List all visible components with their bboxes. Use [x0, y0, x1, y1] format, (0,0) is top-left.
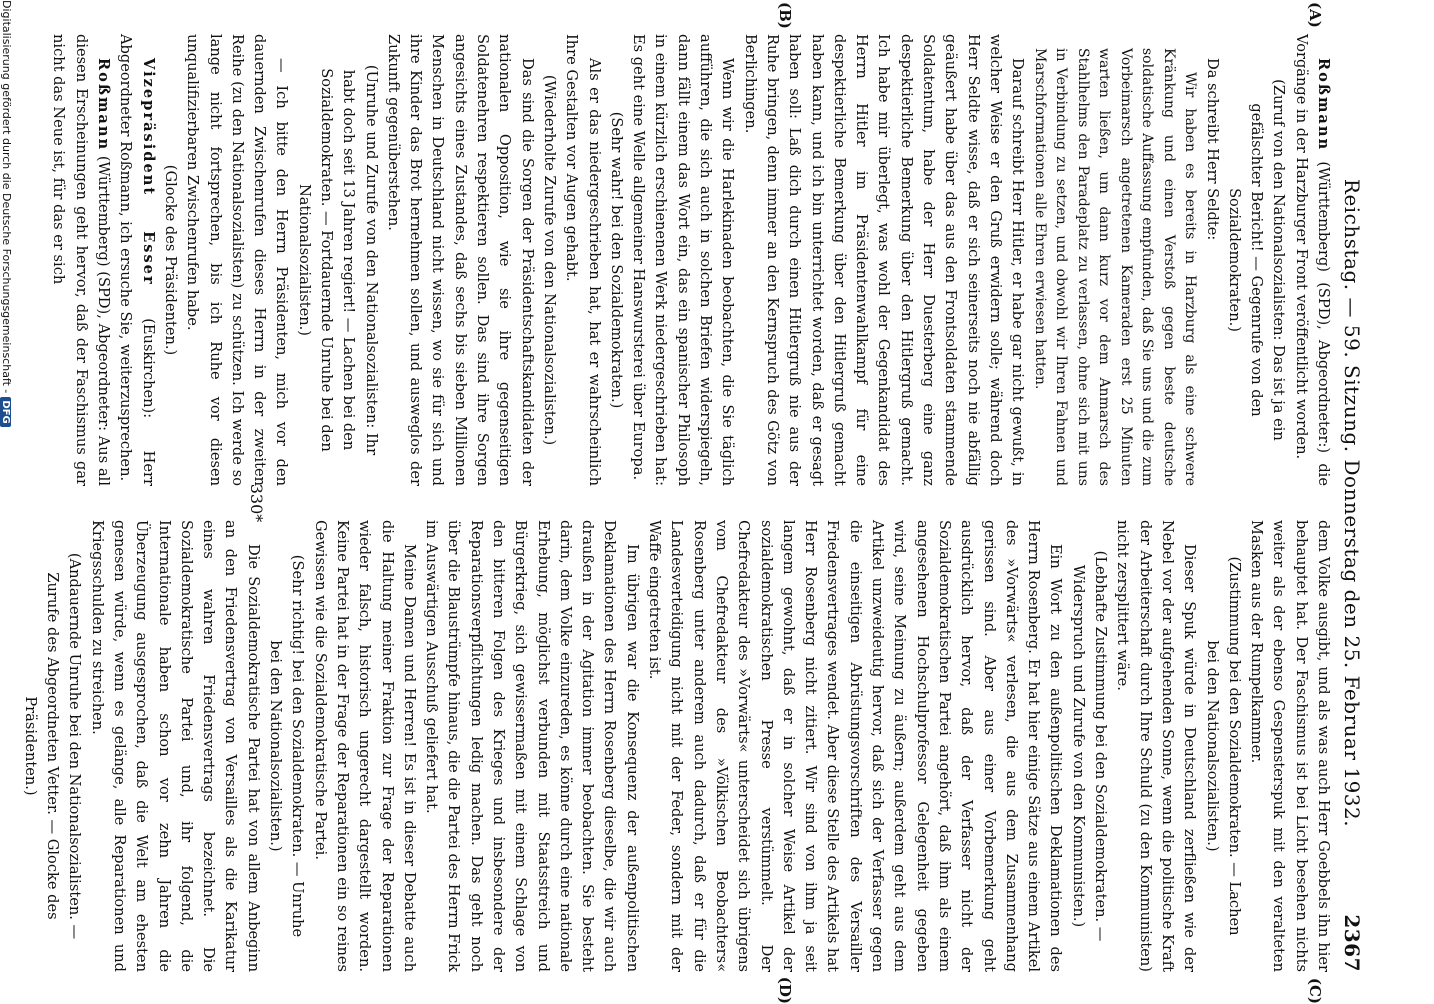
left-text-column: [47, 34, 1334, 486]
text-paragraph: dem Volke ausgibt, und als was auch Herr Goebbels ihn hier behauptet hat. Der Faschismus ist bei Licht besehen nichts weiter als der ebenso Gespensterspuk mit den veralteten Masken aus der Rumpelkammer.: [1248, 520, 1332, 972]
speech-paragraph: [1289, 34, 1334, 486]
interjection: (Unruhe und Zurufe von den Nationalsozialisten: Ihr habt doch seit 13 Jahren regiert! — Lachen bei den Sozialdemokraten. — Fortdauernde Unruhe bei den Nationalsozialisten.): [295, 64, 380, 456]
signature-mark: 330*: [247, 483, 266, 523]
digitization-credit: [0, 0, 13, 1000]
interjection: (Glocke des Präsidenten.): [161, 164, 179, 356]
speech-paragraph: [47, 34, 114, 486]
speaker-name: Roßmann: [1315, 58, 1332, 152]
text-paragraph: Als er das niedergeschrieben hat, hat er wahrscheinlich Ihre Gestalten vor Augen gehabt.: [563, 34, 603, 486]
credit-text: Digitalisierung gefördert durch die Deutsche Forschungsgemeinschaft -: [0, 0, 13, 394]
text-paragraph: Da schreibt Herr Seldte:: [1203, 58, 1221, 241]
speech-text: (Württemberg) (SPD), Abgeordneter:) die Vorgänge in der Harzburger Front veröffentlicht worden.: [1292, 34, 1332, 486]
interjection: (Zuruf von den Nationalsozialisten: Das ist ja ein gefälschter Bericht! — Gegenrufe von den Sozialdemokraten.): [1225, 79, 1288, 441]
margin-marker-d: (D): [776, 976, 794, 1004]
running-title: Reichstag. — 59. Sitzung. Donnerstag den 25. Februar 1932.: [1340, 178, 1364, 828]
page-number: 2367: [1340, 914, 1364, 972]
speaker-name: Vizepräsident Esser: [139, 58, 157, 286]
interjection: (Zustimmung bei den Sozialdemokraten. — Lachen bei den Nationalsozialisten.): [1203, 556, 1243, 936]
speech-text: (Württemberg) (SPD), Abgeordneter: Aus all diesen Erscheinungen geht hervor, daß der Faschismus gar nicht das Neue ist, für das er sich: [50, 34, 113, 486]
page-body: [21, 2, 1434, 1004]
interjection: (Sehr richtig! bei den Sozialdemokraten. — Unruhe bei den Nationalsozialisten.): [267, 554, 307, 938]
page-header: [1338, 34, 1364, 972]
speech-text: (Euskirchen): Herr Abgeordneter Roßmann, ich ersuche Sie, weiterzusprechen.: [117, 34, 157, 486]
interjection: (Wiederholte Zurufe von den Nationalsozialisten.): [540, 74, 558, 446]
text-paragraph: Meine Damen und Herren! Es ist in dieser Debatte auch die Haltung meiner Fraktion zur Frage der Reparationen wieder falsch, historisch ungerecht dargestellt worden. Keine Partei hat in der Frage der Reparationen ein so reines Gewissen wie die Sozialdemokratische Partei.: [311, 520, 418, 972]
speaker-name: Roßmann: [95, 58, 113, 152]
interjection: (Sehr wahr! bei den Sozialdemokraten.): [607, 111, 625, 409]
margin-marker-c: (C): [1306, 977, 1324, 1004]
text-paragraph: Darauf schreibt Herr Hitler, er habe gar nicht gewußt, in welcher Weise er den Gruß erwidern solle; während doch Herr Seldte wisse, daß er sich seinerseits noch nie abfällig geäußert habe über das aus den Frontsoldaten stammende Soldatentum, habe der Herr Duesterberg eine ganz despektierliche Bemerkung über den Hitlergruß gemacht. Ich habe mir überlegt, was wohl der Gegenkandidat des Herrn Hitler im Präsidentenwahlkampf für eine despektierliche Bemerkung über den Hitlergruß gemacht haben kann, und ich bin unterrichtet worden, daß er gesagt haben soll: Laß dich durch einen Hitlergruß nie aus der Ruhe bringen, denn immer an den Kernspruch des Götz von Berlichingen.: [741, 34, 1027, 486]
quoted-letter: Wir haben es bereits in Harzburg als eine schwere Kränkung und einen Verstoß gegen beste deutsche soldatische Auffassung empfunden, daß Sie uns und die zum Vorbeimarsch angetretenen Kameraden erst 25 Minuten warten ließen, um dann kurz vor dem Anmarsch des Stahlhelms den Paradeplatz zu verlassen, ohne sich mit uns in Verbindung zu setzen, und obwohl wir Ihren Fahnen und Marschformationen alle Ehren erwiesen hatten.: [1031, 48, 1199, 486]
text-paragraph: Wenn wir die Harlekinaden beobachten, die Sie täglich aufführen, die sich auch in solchen Briefen widerspiegeln, dann fällt einem das Wort ein, das ein spanischer Philosoph in einem kürzlich erschienenen Werk niedergeschrieben hat: Es geht eine Welle allgemeiner Hanswursterei über Europa.: [630, 34, 737, 486]
text-paragraph: Ein Wort zu den außenpolitischen Deklamationen des Herrn Rosenberg. Er hat hier einige Sätze aus einem Artikel des »Vorwärts« verlesen, die aus dem Zusammenhang gerissen sind. Aber aus einer Vorbemerkung geht ausdrücklich hervor, daß der Verfasser nicht der Sozialdemokratischen Partei angehört, daß ihm als einem angesehenen Hochschulprofessor Gelegenheit gegeben wird, seine Meinung zu äußern; außerdem geht aus dem Artikel unzweideutig hervor, daß sich der Verfasser gegen die einseitigen Abrüstungsvorschriften des Versailler Friedensvertrages wendet. Aber diese Stelle des Artikels hat Herr Rosenberg nicht zitiert. Wir sind von ihm ja seit langem gewohnt, daß er in solcher Weise Artikel der sozialdemokratischen Presse verstümmelt. Der Chefredakteur des »Vorwärts« unterscheidet sich übrigens vom Chefredakteur des »Völkischen Beobachters« Rosenberg unter anderem auch dadurch, daß er für die Landesverteidigung nicht mit der Feder, sondern mit der Waffe eingetreten ist.: [646, 520, 1065, 972]
text-paragraph: — Ich bitte den Herrn Präsidenten, mich vor den dauernden Zwischenrufen dieses Herrn in der zweiten Reihe (zu den Nationalsozialisten) zu schützen. Ich werde so lange nicht fortsprechen, bis ich Ruhe vor diesen unqualifizierbaren Zwischenrufen habe.: [184, 34, 291, 486]
dfg-logo: DFG: [0, 397, 11, 426]
text-paragraph: Die Sozialdemokratische Partei hat von allem Anbeginn an den Friedensvertrag von Versailles als die Karikatur eines wahren Friedensvertrags bezeichnet. Die Sozialdemokratische Partei und, ihr folgend, die Internationale haben schon vor zehn Jahren die Überzeugung ausgesprochen, daß die Welt am ehesten genesen würde, wenn es gelänge, alle Reparationen und Kriegsschulden zu streichen.: [88, 520, 262, 972]
text-paragraph: Im übrigen war die Konsequenz der außenpolitischen Deklamationen des Herrn Rosenberg dieselbe, die wir auch draußen in der Agitation immer beobachten. Sie besteht darin, dem Volke einzureden, es könne durch eine nationale Erhebung, möglichst verbunden mit Staatsstreich und Bürgerkrieg, sich gewissermaßen mit einem Schlage von den bitteren Folgen des Krieges und insbesondere der Reparationsverpflichtungen ledig machen. Das geht noch über die Blaustrümpfe hinaus, die die Partei des Herrn Frick im Auswärtigen Ausschuß geliefert hat.: [423, 520, 641, 972]
margin-marker-b: (B): [776, 2, 794, 29]
speech-paragraph: [114, 34, 159, 486]
right-text-column: [18, 520, 1334, 972]
margin-marker-a: (A): [1306, 2, 1324, 28]
interjection: (Andauernde Unruhe bei den Nationalsozialisten. — Zurufe des Abgeordneten Vetter. — Glocke des Präsidenten.): [21, 552, 84, 940]
text-paragraph: Das sind die Sorgen der Präsidentschaftskandidaten der nationalen Opposition, wie sie ihre gegenseitigen Soldatenehren respektieren sollen. Das sind ihre Sorgen angesichts eines Zustandes, daß sechs bis sieben Millionen Menschen in Deutschland nicht wissen, wo sie für sich und ihre Kinder das Brot hernehmen sollen, und ausweglos der Zukunft gegenüberstehen.: [384, 34, 536, 486]
text-paragraph: Dieser Spuk würde in Deutschland zerfließen wie der Nebel vor der aufgehenden Sonne, wenn die politische Kraft der Arbeiterschaft durch Ihre Schuld (zu den Kommunisten) nicht zersplittert wäre.: [1114, 520, 1199, 972]
interjection: (Lebhafte Zustimmung bei den Sozialdemokraten. — Widerspruch und Zurufe von den Kommunisten.): [1069, 550, 1110, 942]
